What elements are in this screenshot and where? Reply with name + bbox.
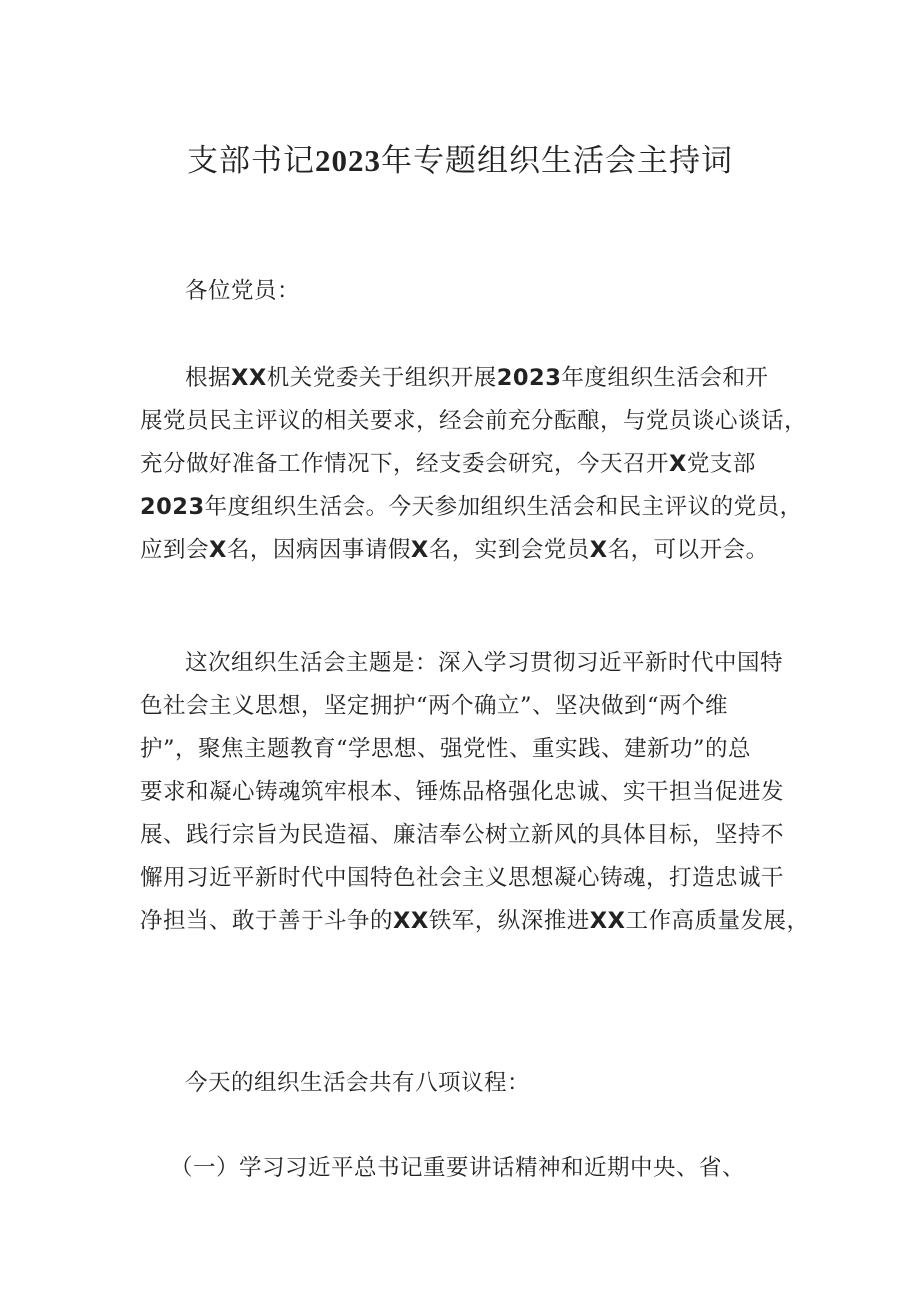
paragraph-1-line-5: 应到会X名，因病因事请假X名，实到会党员X名，可以开会。 bbox=[140, 537, 769, 563]
paragraph-2-line-2: 色社会主义思想，坚定拥护“两个确立”、坚决做到“两个维 bbox=[140, 693, 729, 719]
paragraph-1 bbox=[140, 357, 808, 572]
paragraph-1-line-1: 根据XX机关党委关于组织开展2023年度组织生活会和开 bbox=[185, 365, 769, 391]
paragraph-1-line-4: 2023年度组织生活会。今天参加组织生活会和民主评议的党员， bbox=[140, 494, 803, 520]
paragraph-1-line-3: 充分做好准备工作情况下，经支委会研究，今天召开X党支部 bbox=[140, 451, 756, 477]
paragraph-2-line-7: 净担当、敢于善于斗争的XX铁军，纵深推进XX工作高质量发展， bbox=[140, 908, 810, 934]
paragraph-2-line-6: 懈用习近平新时代中国特色社会主义思想凝心铸魂，打造忠诚干 bbox=[140, 865, 785, 891]
paragraph-2 bbox=[140, 642, 810, 943]
title-suffix: 年专题组织生活会主持词 bbox=[381, 143, 733, 179]
title-prefix: 支部书记 bbox=[187, 143, 315, 179]
paragraph-2-line-5: 展、践行宗旨为民造福、廉洁奉公树立新风的具体目标，坚持不 bbox=[140, 822, 785, 848]
paragraph-2-line-3: 护”，聚焦主题教育“学思想、强党性、重实践、建新功”的总 bbox=[140, 736, 752, 762]
title-year: 2023 bbox=[315, 143, 381, 178]
paragraph-1-line-2: 展党员民主评议的相关要求，经会前充分酝酿，与党员谈心谈话， bbox=[140, 408, 808, 434]
paragraph-3: 今天的组织生活会共有八项议程： bbox=[185, 1070, 531, 1096]
document-title bbox=[0, 136, 920, 186]
paragraph-2-line-1: 这次组织生活会主题是：深入学习贯彻习近平新时代中国特 bbox=[185, 650, 784, 676]
paragraph-2-line-4: 要求和凝心铸魂筑牢根本、锤炼品格强化忠诚、实干担当促进发 bbox=[140, 779, 785, 805]
paragraph-4: （一）学习习近平总书记重要讲话精神和近期中央、省、 bbox=[170, 1155, 746, 1181]
salutation: 各位党员： bbox=[185, 278, 301, 304]
